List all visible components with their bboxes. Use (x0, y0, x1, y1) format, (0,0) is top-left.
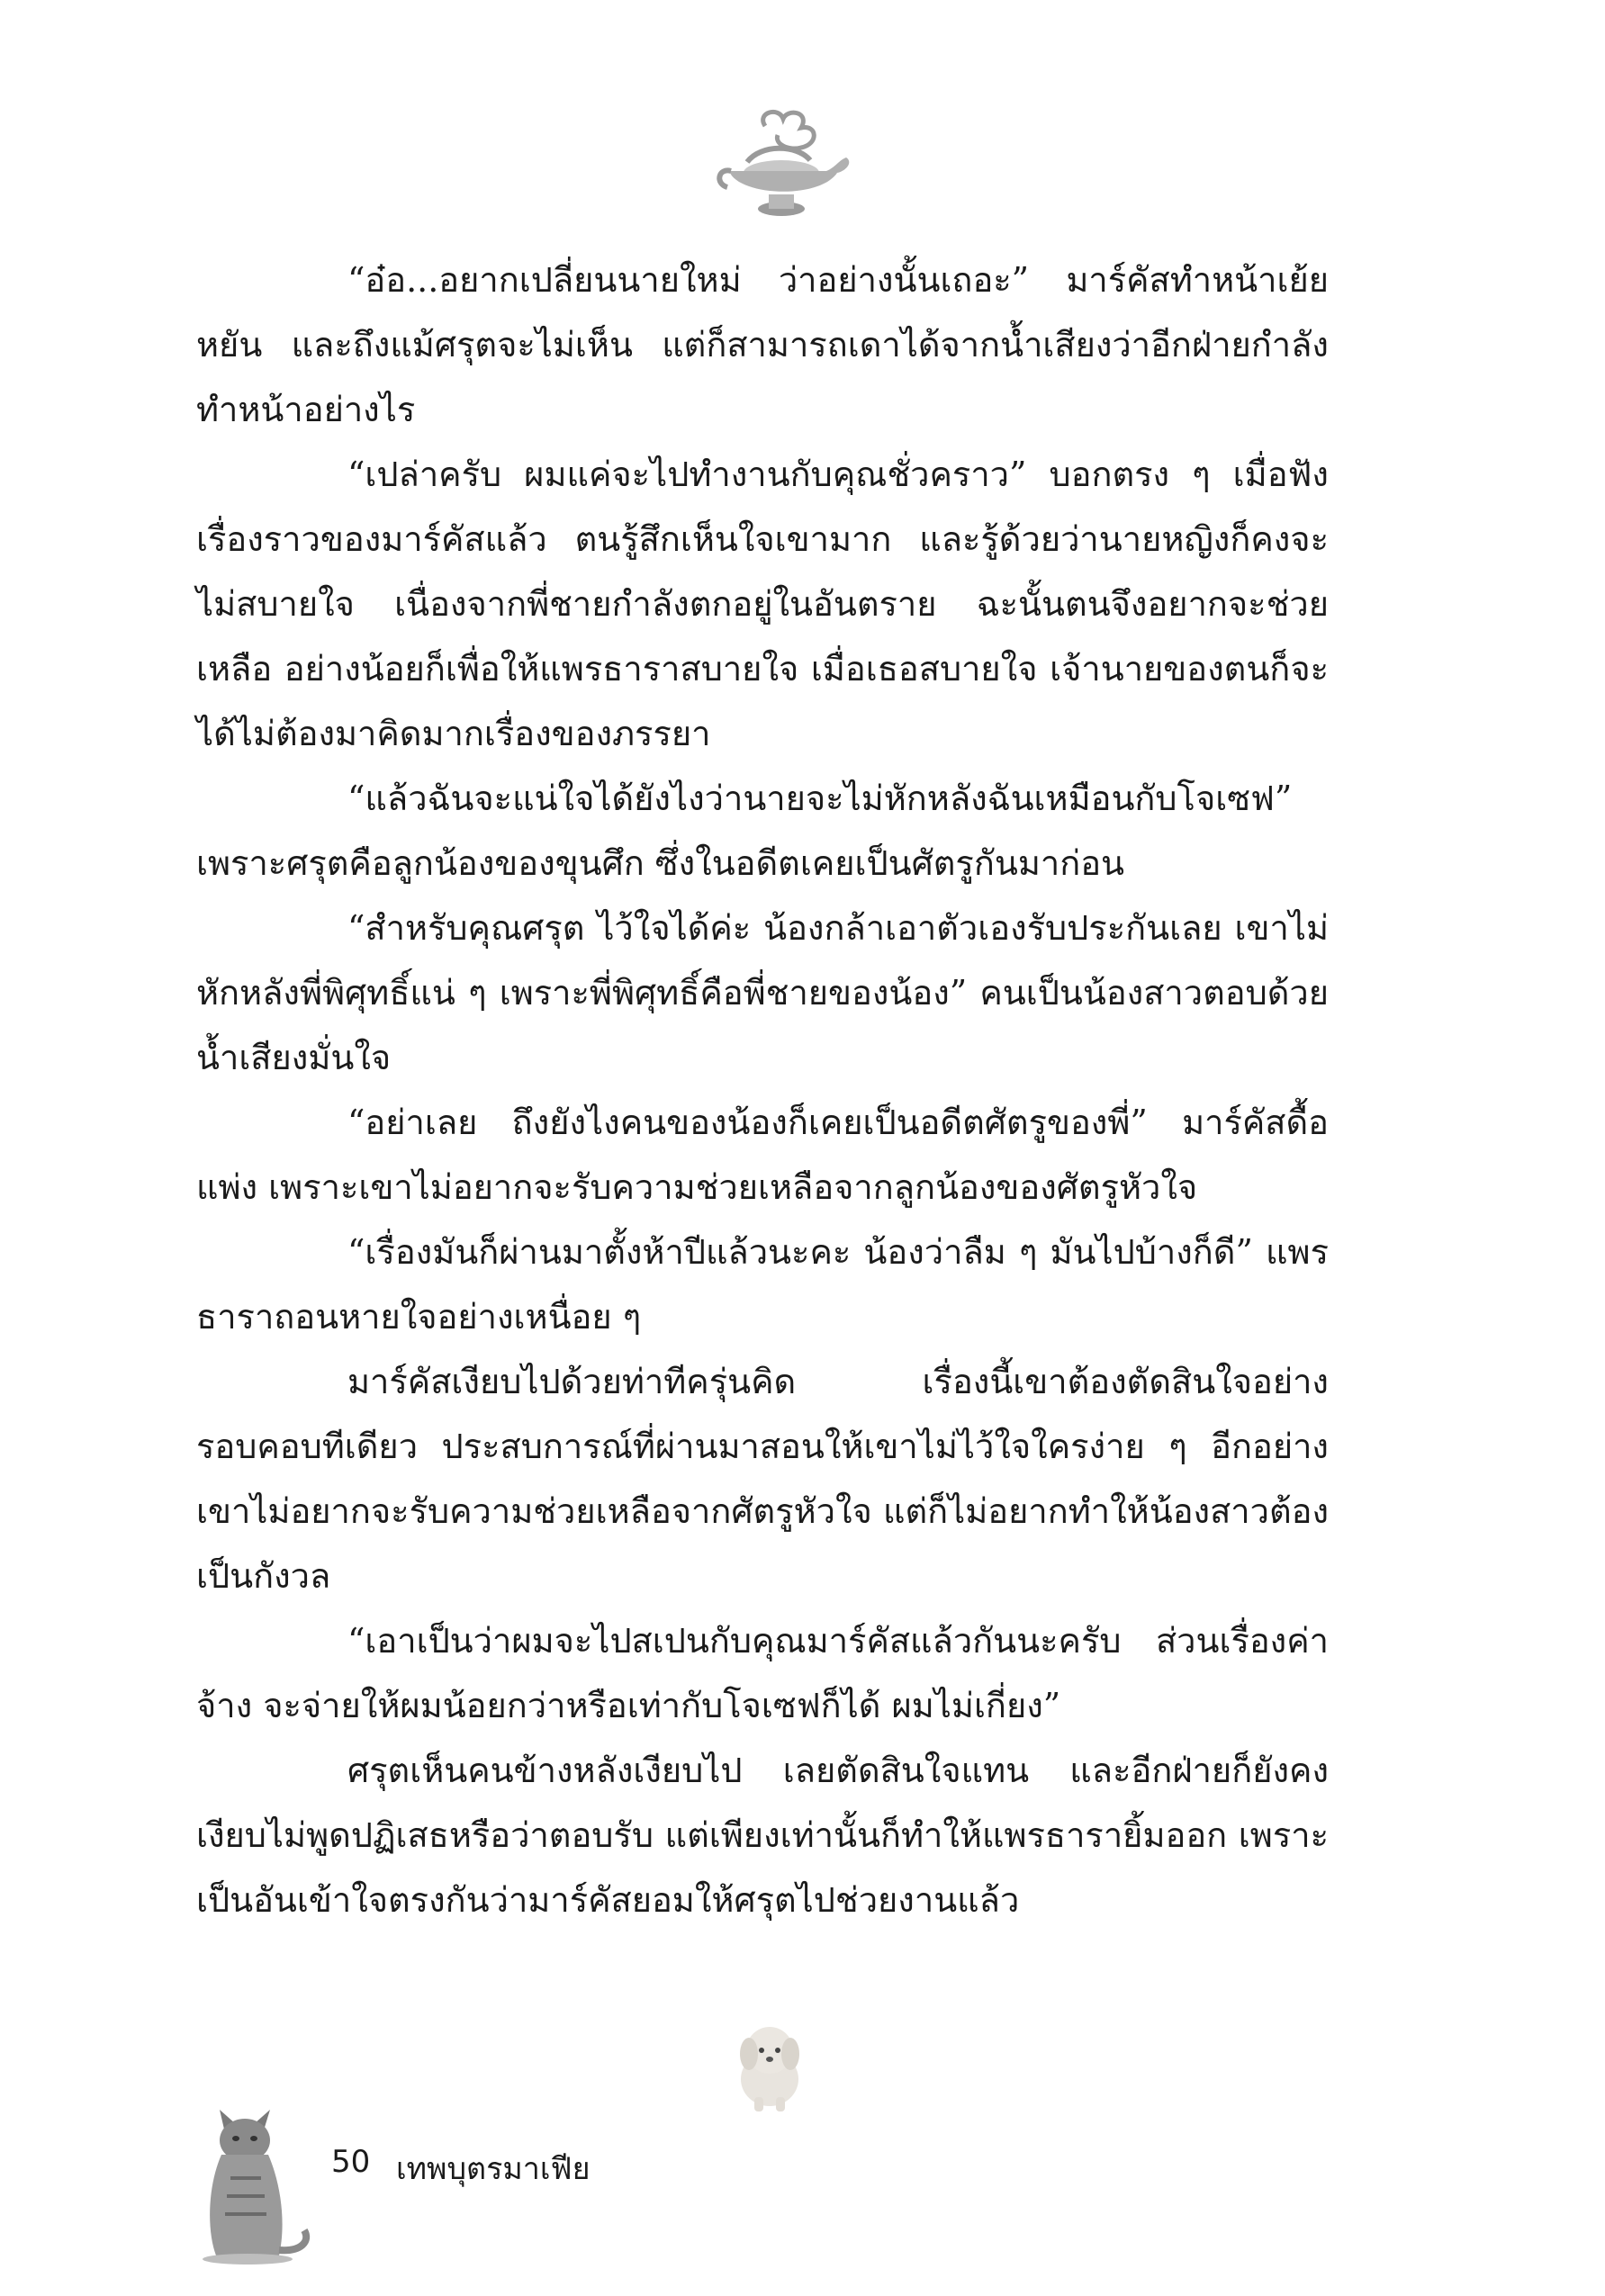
paragraph: “แล้วฉันจะแน่ใจได้ยังไงว่านายจะไม่หักหลังฉันเหมือนกับโจเซฟ” เพราะศรุตคือลูกน้องของขุนศึก ซึ่งในอดีตเคยเป็นศัตรูกันมาก่อน (196, 779, 1293, 883)
paragraph: “อย่าเลย ถึงยังไงคนของน้องก็เคยเป็นอดีตศัตรูของพี่” มาร์คัสดื้อแพ่ง เพราะเขาไม่อยากจะรับความช่วยเหลือจากลูกน้องของศัตรูหัวใจ (196, 1103, 1329, 1207)
paragraph: “เปล่าครับ ผมแค่จะไปทำงานกับคุณชั่วคราว” บอกตรง ๆ เมื่อฟังเรื่องราวของมาร์คัสแล้ว ตนรู้สึกเห็นใจเขามาก และรู้ด้วยว่านายหญิงก็คงจะไม่สบายใจ เนื่องจากพี่ชายกำลังตกอยู่ในอันตราย ฉะนั้นตนจึงอยากจะช่วยเหลือ อย่างน้อยก็เพื่อให้แพรธาราสบายใจ เมื่อเธอสบายใจ เจ้านายของตนก็จะได้ไม่ต้องมาคิดมากเรื่องของภรรยา (196, 455, 1329, 753)
page-number: 50 (331, 2144, 371, 2180)
paragraph: “อ๋อ...อยากเปลี่ยนนายใหม่ ว่าอย่างนั้นเถอะ” มาร์คัสทำหน้าเย้ยหยัน และถึงแม้ศรุตจะไม่เห็น แต่ก็สามารถเดาได้จากน้ำเสียงว่าอีกฝ่ายกำลังทำหน้าอย่างไร (196, 260, 1329, 429)
body-text (196, 248, 1329, 1932)
page-footer (180, 2061, 720, 2268)
paragraph: “เรื่องมันก็ผ่านมาตั้งห้าปีแล้วนะคะ น้องว่าลืม ๆ มันไปบ้างก็ดี” แพรธาราถอนหายใจอย่างเหนื่อย ๆ (196, 1232, 1329, 1337)
paragraph: ศรุตเห็นคนข้างหลังเงียบไป เลยตัดสินใจแทน และอีกฝ่ายก็ยังคงเงียบไม่พูดปฏิเสธหรือว่าตอบรับ แต่เพียงเท่านั้นก็ทำให้แพรธารายิ้มออก เพราะเป็นอันเข้าใจตรงกันว่ามาร์คัสยอมให้ศรุตไปช่วยงานแล้ว (196, 1751, 1329, 1920)
magic-lamp-icon (711, 108, 855, 234)
cat-icon (180, 2097, 315, 2268)
paragraph: “เอาเป็นว่าผมจะไปสเปนกับคุณมาร์คัสแล้วกันนะครับ ส่วนเรื่องค่าจ้าง จะจ่ายให้ผมน้อยกว่าหรือเท่ากับโจเซฟก็ได้ ผมไม่เกี่ยง” (196, 1621, 1329, 1725)
puppy-icon (720, 2016, 819, 2115)
paragraph: มาร์คัสเงียบไปด้วยท่าทีครุ่นคิด เรื่องนี้เขาต้องตัดสินใจอย่างรอบคอบทีเดียว ประสบการณ์ที่ผ่านมาสอนให้เขาไม่ไว้ใจใครง่าย ๆ อีกอย่างเขาไม่อยากจะรับความช่วยเหลือจากศัตรูหัวใจ แต่ก็ไม่อยากทำให้น้องสาวต้องเป็นกังวล (196, 1362, 1329, 1596)
book-title: เทพบุตรมาเฟีย (396, 2151, 591, 2187)
paragraph: “สำหรับคุณศรุต ไว้ใจได้ค่ะ น้องกล้าเอาตัวเองรับประกันเลย เขาไม่หักหลังพี่พิศุทธิ์แน่ ๆ เพราะพี่พิศุทธิ์คือพี่ชายของน้อง” คนเป็นน้องสาวตอบด้วยน้ำเสียงมั่นใจ (196, 908, 1329, 1077)
